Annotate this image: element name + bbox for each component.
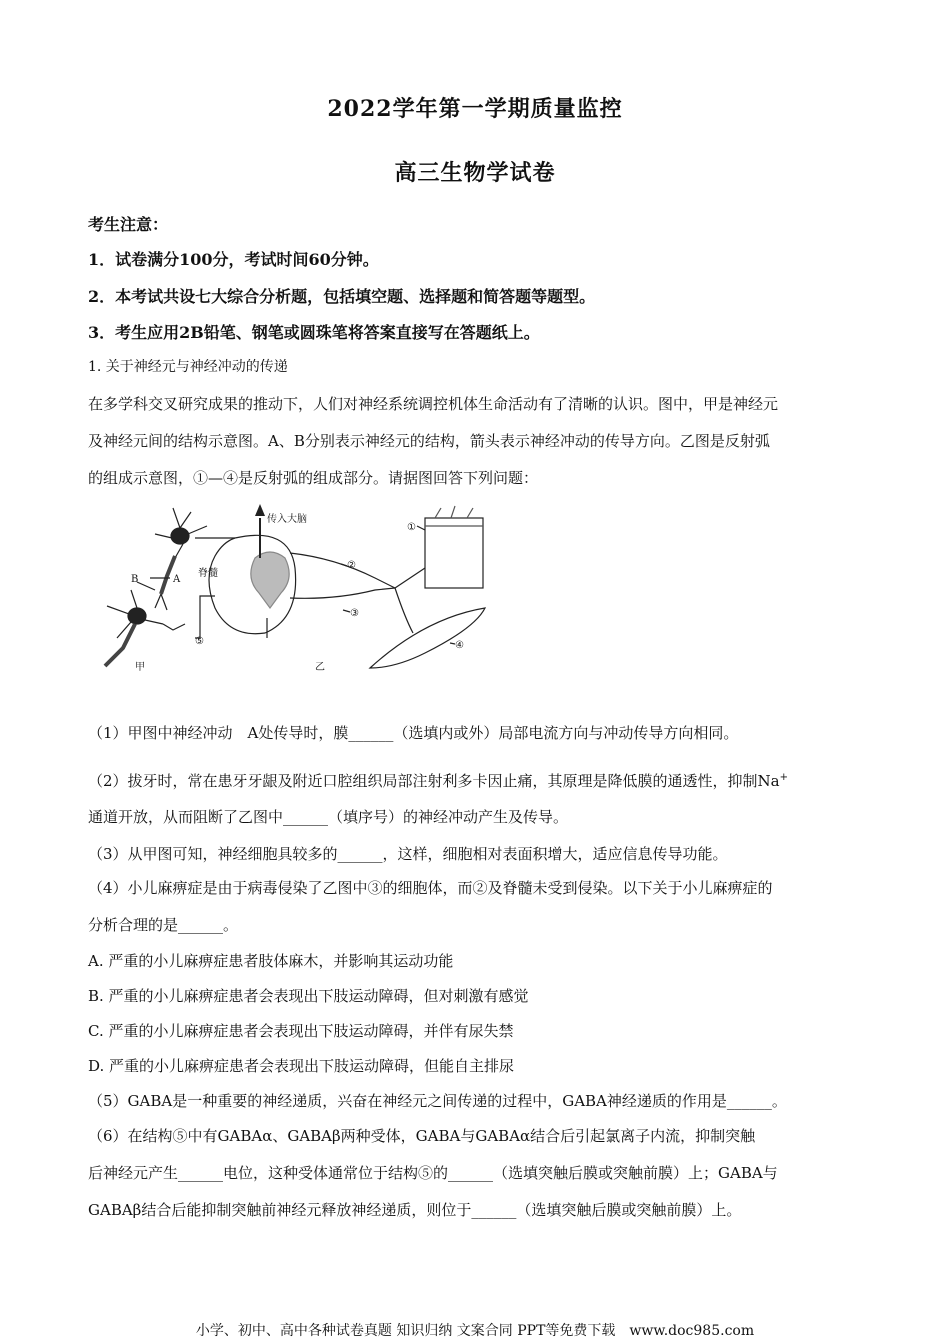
label-2: ② — [347, 560, 356, 571]
option-c: C. 严重的小儿麻痹症患者会表现出下肢运动障碍，并伴有尿失禁 — [88, 1022, 514, 1040]
skin-receptor — [425, 518, 483, 588]
question-intro-line: 在多学科交叉研究成果的推动下，人们对神经系统调控机体生命活动有了清晰的认识。图中，甲是神经元 — [88, 395, 779, 413]
neuron-body-lower — [128, 608, 146, 624]
question-title: 1. 关于神经元与神经冲动的传递 — [88, 359, 288, 375]
notice-heading: 考生注意： — [88, 215, 169, 234]
sub-question-6: （6）在结构⑤中有GABAα、GABAβ两种受体，GABA与GABAα结合后引起氯离子内流，抑制突触 — [88, 1127, 756, 1145]
arrow-up-icon — [255, 504, 265, 516]
muscle-effector — [370, 608, 485, 668]
neuron-body-upper — [171, 528, 189, 544]
sub-question-6-cont: 后神经元产生______电位，这种受体通常位于结构⑤的______（选填突触后膜或突触前膜）上；GABA与 — [88, 1164, 778, 1182]
axon-lower — [105, 624, 135, 666]
motor-nerve — [395, 588, 413, 633]
sub-question-6-cont2: GABAβ结合后能抑制突触前神经元释放神经递质，则位于______（选填突触后膜或突触前膜）上。 — [88, 1201, 742, 1219]
option-a: A. 严重的小儿麻痹症患者肢体麻木，并影响其运动功能 — [88, 952, 454, 970]
reflex-arc-figure — [95, 498, 495, 678]
sub-question-2 — [88, 770, 788, 791]
footer-text: 小学、初中、高中各种试卷真题 知识归纳 文案合同 PPT等免费下载 — [195, 1323, 616, 1339]
afferent-fibre — [195, 538, 395, 588]
label-jia: 甲 — [135, 662, 145, 673]
page-footer — [0, 1320, 950, 1340]
label-4: ④ — [455, 640, 464, 651]
question-intro-line: 及神经元间的结构示意图。A、B分别表示神经元的结构，箭头表示神经冲动的传导方向。乙图是反射弧 — [88, 432, 770, 450]
sub-question-3: （3）从甲图可知，神经细胞具较多的______，这样，细胞相对表面积增大，适应信息传导功能。 — [88, 845, 728, 863]
link-to-synapse — [195, 596, 215, 638]
receptor-nerve — [395, 568, 425, 588]
label-1: ① — [407, 522, 416, 533]
exam-subtitle: 高三生物学试卷 — [394, 160, 556, 186]
efferent-fibre — [290, 588, 395, 598]
label-5: ⑤ — [195, 636, 204, 647]
label-to-brain: 传入大脑 — [267, 514, 307, 525]
notice-item: 1．试卷满分100分，考试时间60分钟。 — [88, 250, 379, 269]
label-3: ③ — [350, 608, 359, 619]
sub-question-2-cont: 通道开放，从而阻断了乙图中______（填序号）的神经冲动产生及传导。 — [88, 808, 569, 826]
na-superscript: + — [779, 772, 789, 783]
label-spinal-cord: 脊髓 — [198, 568, 218, 579]
sub-question-4: （4）小儿麻痹症是由于病毒侵染了乙图中③的细胞体，而②及脊髓未受到侵染。以下关于小儿麻痹症的 — [88, 879, 773, 897]
footer-url[interactable]: www.doc985.com — [629, 1323, 755, 1339]
notice-item: 3．考生应用2B铅笔、钢笔或圆珠笔将答案直接写在答题纸上。 — [88, 323, 540, 342]
label-b: B — [131, 574, 139, 585]
sub-question-4-cont: 分析合理的是______。 — [88, 916, 239, 934]
sub-question-5: （5）GABA是一种重要的神经递质，兴奋在神经元之间传递的过程中，GABA神经递质的作用是______。 — [88, 1092, 787, 1110]
axon-terminal — [155, 594, 167, 610]
synapse-link — [163, 624, 185, 630]
notice-item: 2．本考试共设七大综合分析题，包括填空题、选择题和简答题等题型。 — [88, 287, 596, 306]
question-intro-line: 的组成示意图，①—④是反射弧的组成部分。请据图回答下列问题： — [88, 469, 539, 487]
grey-matter — [251, 552, 289, 608]
option-d: D. 严重的小儿麻痹症患者会表现出下肢运动障碍，但能自主排尿 — [88, 1057, 515, 1075]
option-b: B. 严重的小儿麻痹症患者会表现出下肢运动障碍，但对刺激有感觉 — [88, 987, 529, 1005]
label-a: A — [173, 574, 181, 585]
sub-question-1: （1）甲图中神经冲动 A处传导时，膜______（选填内或外）局部电流方向与冲动传导方向相同。 — [88, 724, 739, 742]
label-yi: 乙 — [315, 662, 325, 673]
sub-question-2-text: （2）拔牙时，常在患牙牙龈及附近口腔组织局部注射利多卡因止痛，其原理是降低膜的通透性，抑制Na — [88, 772, 780, 790]
exam-title: 2022学年第一学期质量监控 — [327, 96, 623, 122]
